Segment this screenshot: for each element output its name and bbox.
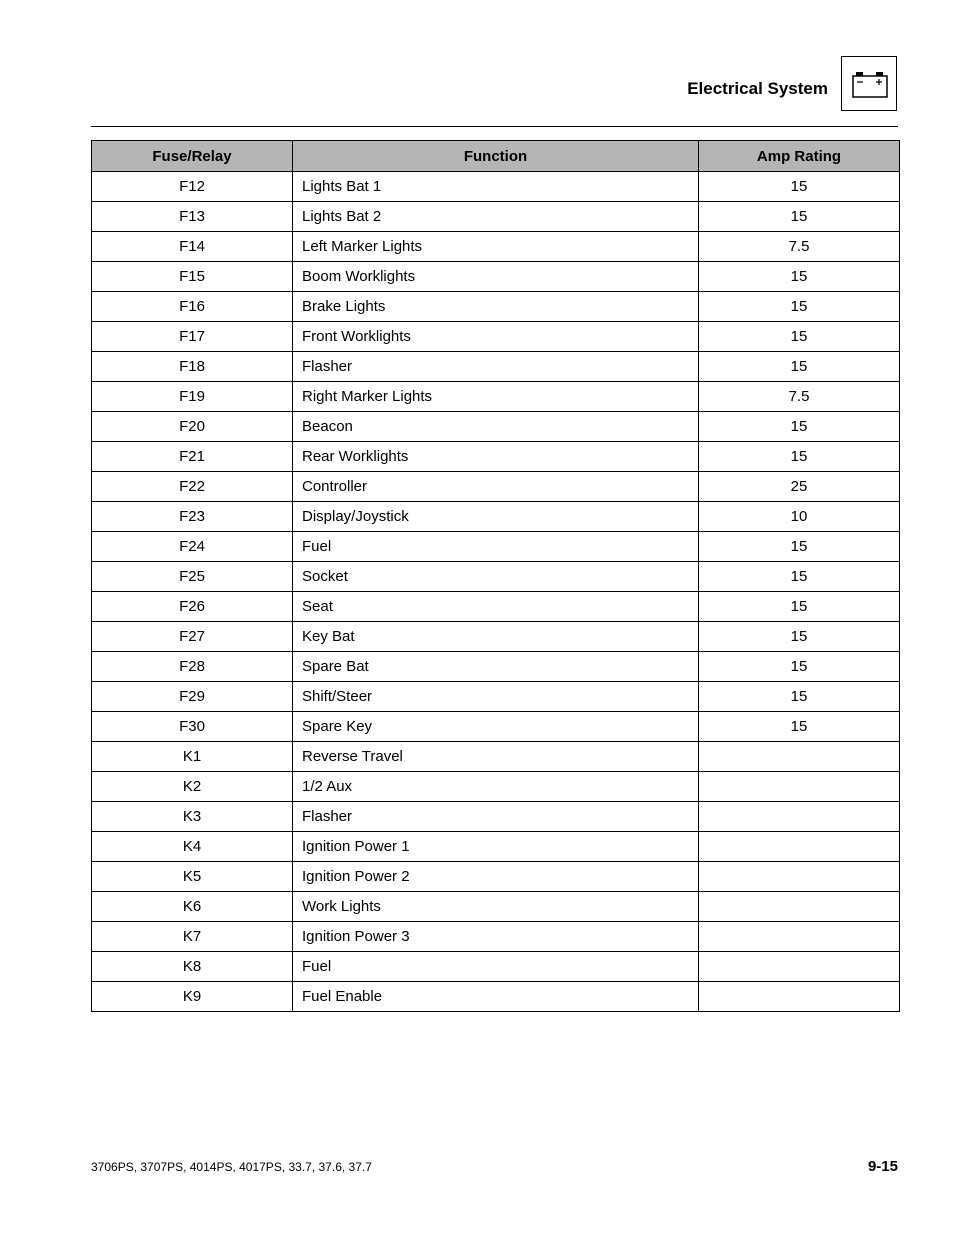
cell-amp-rating: 15 bbox=[699, 442, 900, 472]
cell-amp-rating bbox=[699, 802, 900, 832]
cell-fuse-relay: F16 bbox=[92, 292, 293, 322]
page-number: 9-15 bbox=[867, 1158, 898, 1175]
cell-function: Spare Key bbox=[293, 712, 699, 742]
cell-fuse-relay: F28 bbox=[92, 652, 293, 682]
cell-fuse-relay: F22 bbox=[92, 472, 293, 502]
cell-fuse-relay: K4 bbox=[92, 832, 293, 862]
table-row bbox=[92, 622, 900, 652]
cell-function: Key Bat bbox=[293, 622, 699, 652]
cell-function: Boom Worklights bbox=[293, 262, 699, 292]
cell-function: Front Worklights bbox=[293, 322, 699, 352]
cell-function: Spare Bat bbox=[293, 652, 699, 682]
cell-fuse-relay: F29 bbox=[92, 682, 293, 712]
table-header-row bbox=[92, 141, 900, 172]
table-row bbox=[92, 922, 900, 952]
cell-function: Shift/Steer bbox=[293, 682, 699, 712]
cell-function: Left Marker Lights bbox=[293, 232, 699, 262]
cell-function: Lights Bat 2 bbox=[293, 202, 699, 232]
cell-function: Seat bbox=[293, 592, 699, 622]
cell-function: Brake Lights bbox=[293, 292, 699, 322]
table-row bbox=[92, 532, 900, 562]
cell-fuse-relay: F19 bbox=[92, 382, 293, 412]
cell-fuse-relay: K5 bbox=[92, 862, 293, 892]
cell-function: Fuel bbox=[293, 952, 699, 982]
cell-function: Flasher bbox=[293, 352, 699, 382]
cell-fuse-relay: F14 bbox=[92, 232, 293, 262]
cell-function: Ignition Power 2 bbox=[293, 862, 699, 892]
table-row bbox=[92, 832, 900, 862]
table-row bbox=[92, 292, 900, 322]
cell-fuse-relay: F15 bbox=[92, 262, 293, 292]
table-row bbox=[92, 322, 900, 352]
cell-amp-rating bbox=[699, 832, 900, 862]
cell-fuse-relay: F24 bbox=[92, 532, 293, 562]
cell-amp-rating: 15 bbox=[699, 622, 900, 652]
cell-fuse-relay: F12 bbox=[92, 172, 293, 202]
cell-amp-rating bbox=[699, 982, 900, 1012]
fuse-relay-table bbox=[91, 140, 900, 1012]
cell-function: Right Marker Lights bbox=[293, 382, 699, 412]
cell-function: Display/Joystick bbox=[293, 502, 699, 532]
cell-fuse-relay: F26 bbox=[92, 592, 293, 622]
cell-amp-rating: 15 bbox=[699, 652, 900, 682]
cell-function: Reverse Travel bbox=[293, 742, 699, 772]
cell-function: Rear Worklights bbox=[293, 442, 699, 472]
cell-amp-rating: 15 bbox=[699, 532, 900, 562]
table-row bbox=[92, 412, 900, 442]
cell-function: Beacon bbox=[293, 412, 699, 442]
header-rule bbox=[91, 126, 898, 127]
cell-amp-rating bbox=[699, 862, 900, 892]
cell-fuse-relay: F13 bbox=[92, 202, 293, 232]
battery-icon bbox=[852, 71, 888, 99]
table-row bbox=[92, 652, 900, 682]
column-header-fuse-relay: Fuse/Relay bbox=[92, 141, 293, 172]
table-row bbox=[92, 382, 900, 412]
cell-amp-rating: 15 bbox=[699, 592, 900, 622]
table-row bbox=[92, 712, 900, 742]
cell-amp-rating bbox=[699, 922, 900, 952]
cell-fuse-relay: F18 bbox=[92, 352, 293, 382]
cell-function: Lights Bat 1 bbox=[293, 172, 699, 202]
cell-amp-rating: 7.5 bbox=[699, 232, 900, 262]
footer-models: 3706PS, 3707PS, 4014PS, 4017PS, 33.7, 37.6, 37.7 bbox=[91, 1160, 372, 1174]
cell-amp-rating bbox=[699, 772, 900, 802]
cell-fuse-relay: F25 bbox=[92, 562, 293, 592]
cell-amp-rating: 15 bbox=[699, 172, 900, 202]
table-row bbox=[92, 232, 900, 262]
table-row bbox=[92, 862, 900, 892]
cell-fuse-relay: F23 bbox=[92, 502, 293, 532]
cell-fuse-relay: K9 bbox=[92, 982, 293, 1012]
cell-amp-rating: 15 bbox=[699, 352, 900, 382]
table-row bbox=[92, 172, 900, 202]
cell-function: Socket bbox=[293, 562, 699, 592]
table-row bbox=[92, 952, 900, 982]
cell-fuse-relay: K2 bbox=[92, 772, 293, 802]
battery-icon-box bbox=[841, 56, 897, 111]
cell-function: Ignition Power 3 bbox=[293, 922, 699, 952]
cell-function: 1/2 Aux bbox=[293, 772, 699, 802]
cell-amp-rating: 10 bbox=[699, 502, 900, 532]
cell-amp-rating bbox=[699, 742, 900, 772]
cell-amp-rating: 7.5 bbox=[699, 382, 900, 412]
cell-function: Flasher bbox=[293, 802, 699, 832]
cell-function: Fuel Enable bbox=[293, 982, 699, 1012]
cell-fuse-relay: F21 bbox=[92, 442, 293, 472]
cell-fuse-relay: K3 bbox=[92, 802, 293, 832]
cell-amp-rating bbox=[699, 952, 900, 982]
column-header-amp-rating: Amp Rating bbox=[699, 141, 900, 172]
cell-function: Work Lights bbox=[293, 892, 699, 922]
cell-amp-rating: 15 bbox=[699, 322, 900, 352]
table-row bbox=[92, 352, 900, 382]
cell-fuse-relay: F20 bbox=[92, 412, 293, 442]
cell-amp-rating: 15 bbox=[699, 562, 900, 592]
cell-fuse-relay: K6 bbox=[92, 892, 293, 922]
cell-fuse-relay: K1 bbox=[92, 742, 293, 772]
table-body bbox=[92, 172, 900, 1012]
table-row bbox=[92, 502, 900, 532]
cell-function: Controller bbox=[293, 472, 699, 502]
cell-amp-rating: 15 bbox=[699, 292, 900, 322]
cell-fuse-relay: K8 bbox=[92, 952, 293, 982]
cell-amp-rating: 15 bbox=[699, 682, 900, 712]
table-row bbox=[92, 682, 900, 712]
cell-amp-rating: 25 bbox=[699, 472, 900, 502]
cell-function: Fuel bbox=[293, 532, 699, 562]
table-row bbox=[92, 802, 900, 832]
table-row bbox=[92, 982, 900, 1012]
table-row bbox=[92, 442, 900, 472]
table-row bbox=[92, 592, 900, 622]
table-row bbox=[92, 892, 900, 922]
cell-fuse-relay: F27 bbox=[92, 622, 293, 652]
cell-amp-rating: 15 bbox=[699, 262, 900, 292]
cell-amp-rating: 15 bbox=[699, 412, 900, 442]
cell-fuse-relay: F17 bbox=[92, 322, 293, 352]
cell-amp-rating bbox=[699, 892, 900, 922]
table-row bbox=[92, 262, 900, 292]
cell-fuse-relay: K7 bbox=[92, 922, 293, 952]
cell-function: Ignition Power 1 bbox=[293, 832, 699, 862]
cell-amp-rating: 15 bbox=[699, 202, 900, 232]
column-header-function: Function bbox=[293, 141, 699, 172]
table-row bbox=[92, 202, 900, 232]
section-title: Electrical System bbox=[687, 79, 828, 98]
table-row bbox=[92, 772, 900, 802]
table-row bbox=[92, 472, 900, 502]
cell-fuse-relay: F30 bbox=[92, 712, 293, 742]
table-row bbox=[92, 562, 900, 592]
cell-amp-rating: 15 bbox=[699, 712, 900, 742]
table-row bbox=[92, 742, 900, 772]
